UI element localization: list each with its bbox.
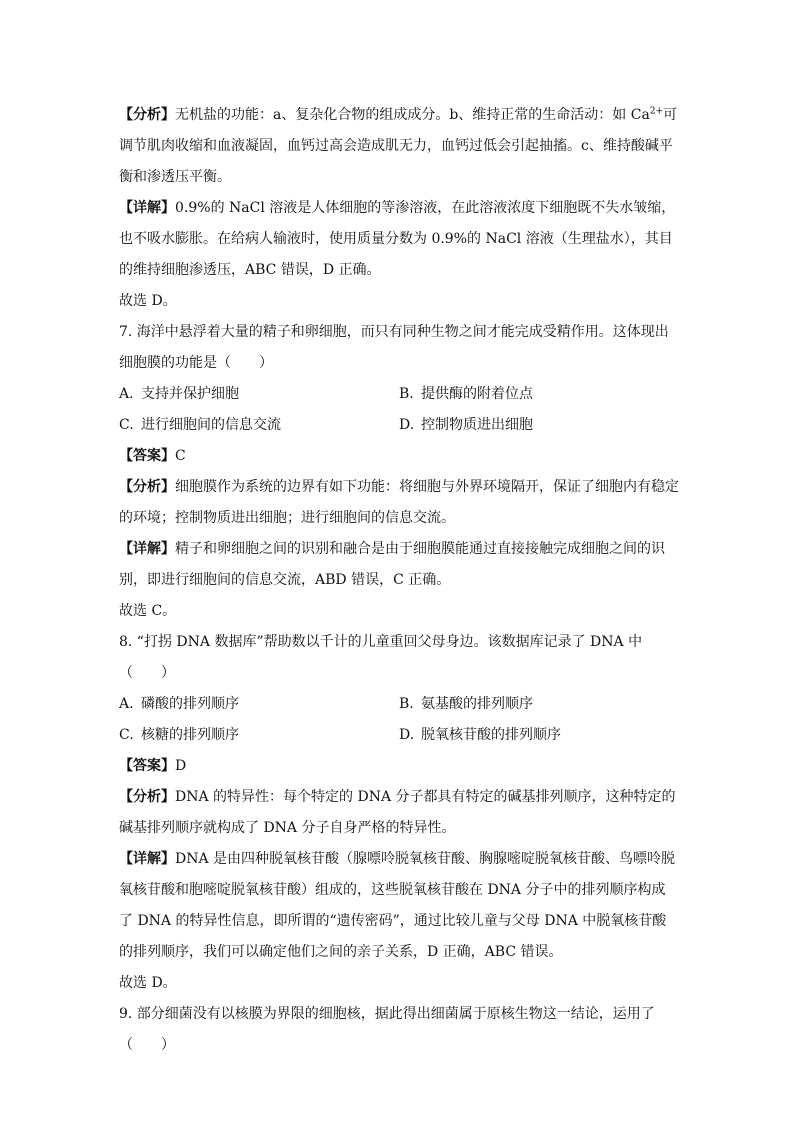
q7-conclusion: 故选 C。 <box>119 603 177 619</box>
analysis-label: 【分析】 <box>119 107 175 123</box>
q8-option-c[interactable]: C. 核糖的排列顺序 <box>119 727 239 743</box>
document-page <box>119 100 679 1061</box>
q7-options-row-2 <box>119 410 679 441</box>
q8-options-row-1 <box>119 689 679 720</box>
q8-answer: 【答案】D <box>119 758 187 774</box>
detail-label: 【详解】 <box>119 200 175 216</box>
q7-option-b[interactable]: B. 提供酶的附着位点 <box>399 386 533 402</box>
q7-options-row-1 <box>119 379 679 410</box>
q8-stem: 8. “打拐 DNA 数据库”帮助数以千计的儿童重回父母身边。该数据库记录了 DNA 中（ ） <box>119 634 643 681</box>
q8-option-d[interactable]: D. 脱氧核苷酸的排列顺序 <box>399 727 561 743</box>
q7-option-c[interactable]: C. 进行细胞间的信息交流 <box>119 417 281 433</box>
analysis-text-a: 无机盐的功能：a、复杂化合物的组成成分。b、维持正常的生命活动：如 Ca <box>175 107 650 123</box>
q7-detail: 【详解】精子和卵细胞之间的识别和融合是由于细胞膜能通过直接接触完成细胞之间的识别，即进行细胞间的信息交流，ABD 错误，C 正确。 <box>119 541 665 588</box>
q8-option-a[interactable]: A. 磷酸的排列顺序 <box>119 696 239 712</box>
q6-analysis <box>119 100 679 193</box>
q8-option-b[interactable]: B. 氨基酸的排列顺序 <box>399 696 533 712</box>
q8-conclusion: 故选 D。 <box>119 975 177 991</box>
q8-detail: 【详解】DNA 是由四种脱氧核苷酸（腺嘌呤脱氧核苷酸、胸腺嘧啶脱氧核苷酸、鸟嘌呤脱氧核苷酸和胞嘧啶脱氧核苷酸）组成的，这些脱氧核苷酸在 DNA 分子中的排列顺序构成了 DNA 的特异性信息，即所谓的“遗传密码”，通过比较儿童与父母 DNA 中脱氧核苷酸的排列顺序，我们可以确定他们之间的亲子关系，D 正确，ABC 错误。 <box>119 851 676 960</box>
q9-stem: 9. 部分细菌没有以核膜为界限的细胞核，据此得出细菌属于原核生物这一结论，运用了（ ） <box>119 1006 655 1053</box>
q7-option-d[interactable]: D. 控制物质进出细胞 <box>399 417 533 433</box>
detail-text: 0.9%的 NaCl 溶液是人体细胞的等渗溶液，在此溶液浓度下细胞既不失水皱缩，也不吸水膨胀。在给病人输液时，使用质量分数为 0.9%的 NaCl 溶液（生理盐水），其目的维持细胞渗透压，ABC 错误，D 正确。 <box>119 200 676 278</box>
q7-answer: 【答案】C <box>119 448 186 464</box>
q6-conclusion: 故选 D。 <box>119 293 177 309</box>
q8-options-row-2 <box>119 720 679 751</box>
q7-stem: 7. 海洋中悬浮着大量的精子和卵细胞，而只有同种生物之间才能完成受精作用。这体现出细胞膜的功能是（ ） <box>119 324 669 371</box>
analysis-text-b: 可调节肌肉收缩和血液凝固，血钙过高会造成肌无力，血钙过低会引起抽搐。c、维持酸碱平衡和渗透压平衡。 <box>119 107 678 185</box>
q8-analysis: 【分析】DNA 的特异性：每个特定的 DNA 分子都具有特定的碱基排列顺序，这种特定的碱基排列顺序就构成了 DNA 分子自身严格的特异性。 <box>119 789 676 836</box>
q6-detail <box>119 193 679 286</box>
q7-option-a[interactable]: A. 支持并保护细胞 <box>119 386 239 402</box>
calcium-charge: 2+ <box>649 106 664 117</box>
q7-analysis: 【分析】细胞膜作为系统的边界有如下功能：将细胞与外界环境隔开，保证了细胞内有稳定的环境；控制物质进出细胞；进行细胞间的信息交流。 <box>119 479 679 526</box>
